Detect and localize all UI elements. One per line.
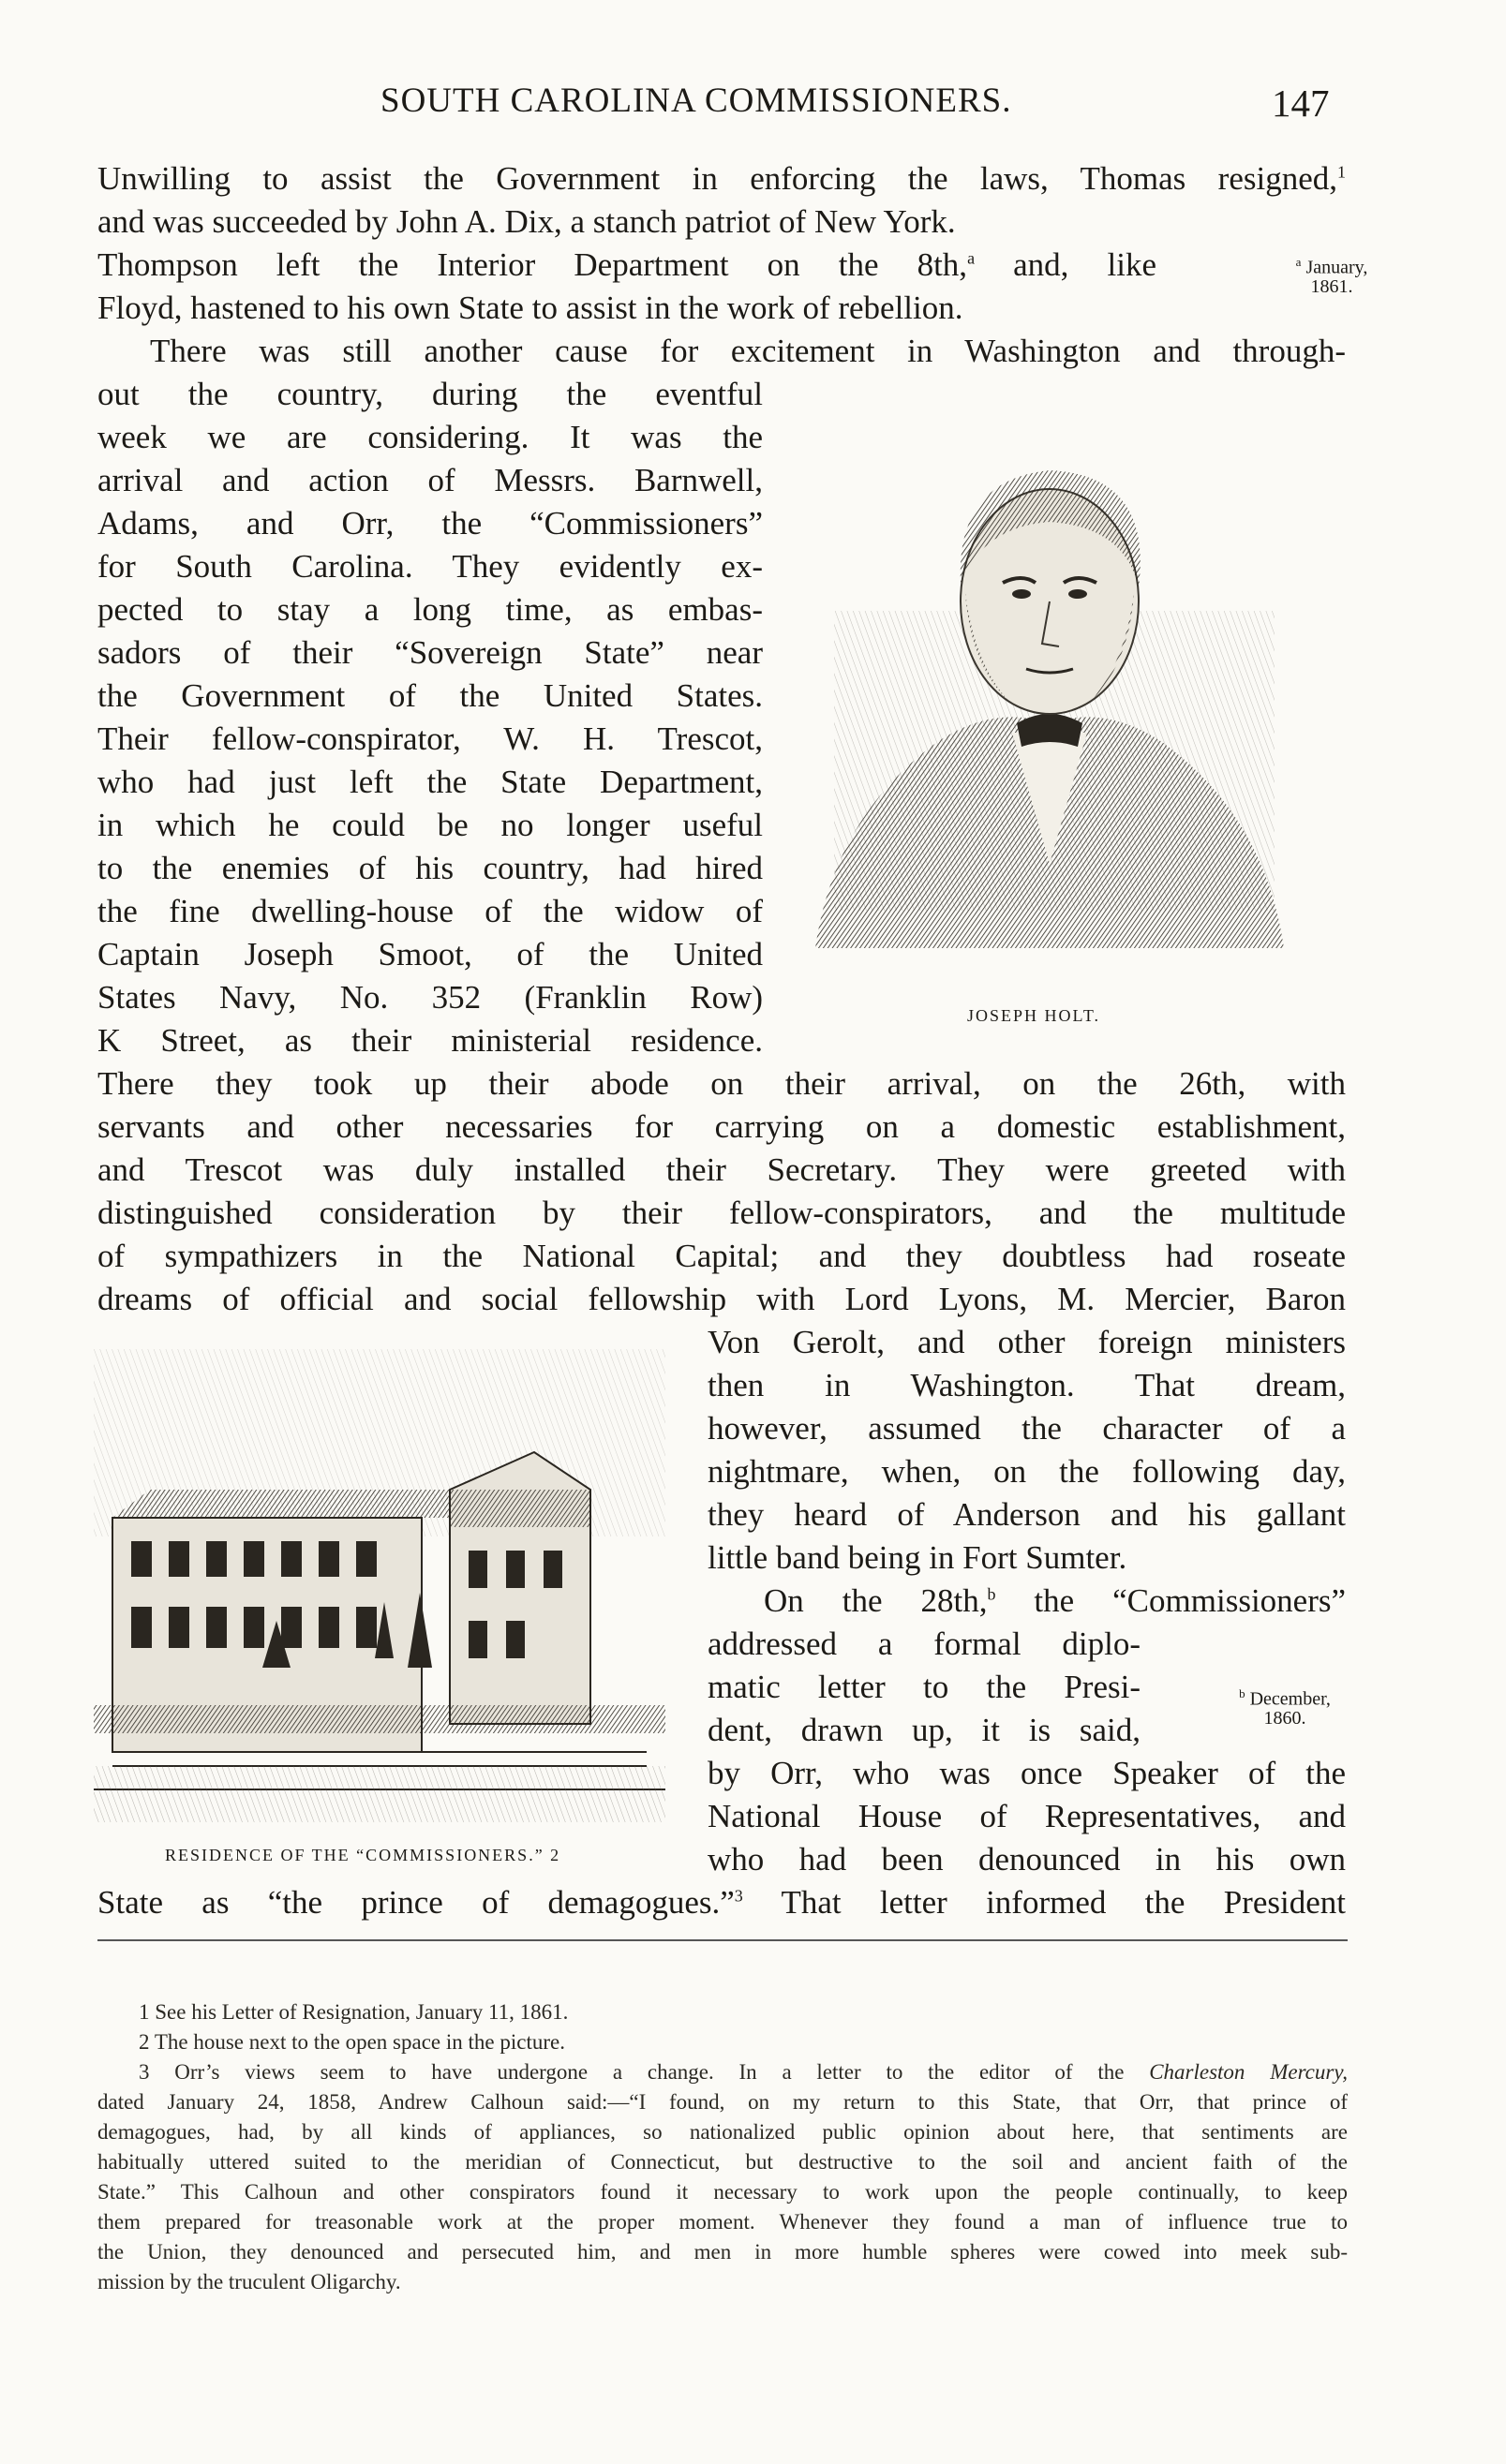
text-line: the fine dwelling-house of the widow of <box>97 893 763 929</box>
page-number: 147 <box>1272 82 1330 125</box>
text-line: States Navy, No. 352 (Franklin Row) <box>97 979 763 1016</box>
text-line: dreams of official and social fellowship with Lord Lyons, M. Mercier, Baron <box>97 1281 1346 1317</box>
text-line: Von Gerolt, and other foreign ministers <box>708 1324 1346 1360</box>
footnote-3: 3 Orr’s views seem to have undergone a change. In a letter to the editor of the Charleston Mercury, <box>139 2060 1349 2084</box>
residence-illustration <box>94 1349 665 1836</box>
text-line: they heard of Anderson and his gallant <box>708 1496 1346 1533</box>
residence-engraving <box>94 1349 665 1836</box>
text-line: Unwilling to assist the Government in enforcing the laws, Thomas resigned,$^1$ <box>97 160 1346 197</box>
text-line: who had been denounced in his own <box>708 1841 1346 1878</box>
text-line: sadors of their “Sovereign State” near <box>97 634 763 671</box>
text-line: dent, drawn up, it is said, <box>708 1712 1141 1748</box>
text-line: of sympathizers in the National Capital; and they doubtless had roseate <box>97 1238 1346 1274</box>
running-head <box>0 81 1506 127</box>
footnote-3-cont: the Union, they denounced and persecuted him, and men in more humble spheres were cowed into meek sub- <box>97 2240 1348 2264</box>
footnote-3-cont: demagogues, had, by all kinds of appliances, so nationalized public opinion about here, that sentiments are <box>97 2120 1348 2144</box>
text-line: pected to stay a long time, as embas- <box>97 591 763 628</box>
text-line: Captain Joseph Smoot, of the United <box>97 936 763 972</box>
text-line: servants and other necessaries for carrying on a domestic establishment, <box>97 1108 1346 1145</box>
portrait-engraving <box>797 423 1321 967</box>
footnote-3-cont: them prepared for treasonable work at the proper moment. Whenever they found a man of influence true to <box>97 2210 1348 2234</box>
footnote-2: 2 The house next to the open space in the picture. <box>139 2030 565 2054</box>
text-line: week we are considering. It was the <box>97 419 763 455</box>
text-line: however, assumed the character of a <box>708 1410 1346 1447</box>
text-line: and was succeeded by John A. Dix, a stanch patriot of New York. <box>97 203 956 240</box>
residence-caption: RESIDENCE OF THE “COMMISSIONERS.” 2 <box>165 1846 561 1864</box>
text-line: nightmare, when, on the following day, <box>708 1453 1346 1490</box>
footnote-3-cont: State.” This Calhoun and other conspirators found it necessary to work upon the people continually, to keep <box>97 2180 1348 2204</box>
portrait-caption: JOSEPH HOLT. <box>967 1006 1101 1025</box>
text-line: National House of Representatives, and <box>708 1798 1346 1834</box>
text-line: to the enemies of his country, had hired <box>97 850 763 886</box>
running-head-title: SOUTH CAROLINA COMMISSIONERS. <box>380 82 1012 120</box>
portrait-illustration <box>797 423 1321 967</box>
text-line: Adams, and Orr, the “Commissioners” <box>97 505 763 542</box>
text-line: who had just left the State Department, <box>97 764 763 800</box>
text-line: the Government of the United States. <box>97 677 763 714</box>
text-line: Floyd, hastened to his own State to assist in the work of rebellion. <box>97 289 963 326</box>
text-line: for South Carolina. They evidently ex- <box>97 548 763 585</box>
text-line: and Trescot was duly installed their Secretary. They were greeted with <box>97 1151 1346 1188</box>
marginal-note-a: $^a$ January, 1861. <box>1295 255 1368 297</box>
footnote-3-cont: habitually uttered suited to the meridian of Connecticut, but destructive to the soil and ancient faith of the <box>97 2150 1348 2174</box>
text-line: K Street, as their ministerial residence. <box>97 1022 763 1059</box>
text-line: by Orr, who was once Speaker of the <box>708 1755 1346 1791</box>
text-line: Their fellow-conspirator, W. H. Trescot, <box>97 720 763 757</box>
text-line: distinguished consideration by their fellow-conspirators, and the multitude <box>97 1195 1346 1231</box>
text-line: addressed a formal diplo- <box>708 1625 1141 1662</box>
footnote-rule <box>97 1939 1348 1941</box>
text-line: in which he could be no longer useful <box>97 807 763 843</box>
footnote-3-cont: mission by the truculent Oligarchy. <box>97 2270 401 2293</box>
footnote-1: 1 See his Letter of Resignation, January 11, 1861. <box>139 2000 569 2024</box>
text-line: matic letter to the Presi- <box>708 1669 1141 1705</box>
text-line: then in Washington. That dream, <box>708 1367 1346 1403</box>
text-line: arrival and action of Messrs. Barnwell, <box>97 462 763 498</box>
marginal-note-b: $^b$ December, 1860. <box>1239 1686 1331 1729</box>
text-line: There they took up their abode on their arrival, on the 26th, with <box>97 1065 1346 1102</box>
footnote-3-cont: dated January 24, 1858, Andrew Calhoun said:—“I found, on my return to this State, that Orr, that prince of <box>97 2090 1348 2114</box>
text-line: On the 28th,$^b$ the “Commissioners” <box>764 1582 1347 1619</box>
text-line: little band being in Fort Sumter. <box>708 1539 1127 1576</box>
text-line: out the country, during the eventful <box>97 376 763 412</box>
text-line: State as “the prince of demagogues.”$^3$ That letter informed the President <box>97 1884 1346 1921</box>
text-line: Thompson left the Interior Department on the 8th,$^a$ and, like <box>97 246 1156 283</box>
text-line: There was still another cause for excitement in Washington and through- <box>150 333 1346 369</box>
